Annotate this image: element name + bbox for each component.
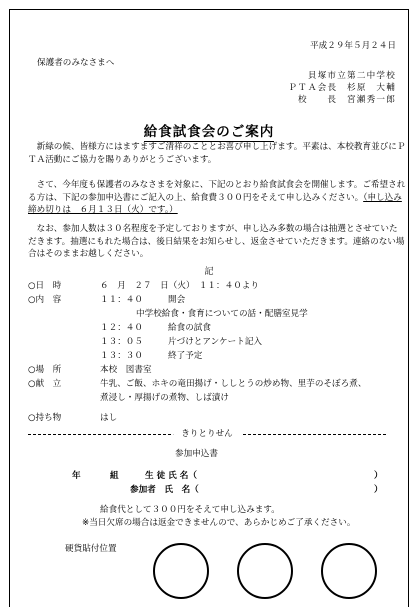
sender-block bbox=[288, 70, 396, 106]
datetime-value: ６ 月 ２７ 日（火） １１：４０より bbox=[100, 281, 259, 291]
program-item: 片づけとアンケート記入 bbox=[168, 337, 263, 347]
announcement-paragraph: さて、今年度も保護者のみなさまを対象に、下記のとおり給食試食会を開催します。ご希望される方は、下記の参加申込書にご記入の上、給食費３００円をそえて申し込みください。（申し込み締め切りは ６月１３日（火）です。） bbox=[28, 180, 406, 215]
document-title: 給食試食会のご案内 bbox=[143, 124, 275, 140]
absence-note: ※当日欠席の場合は返金できませんので、あらかじめご了承ください。 bbox=[82, 518, 356, 528]
fee-note: 給食代として３００円をそえて申し込みます。 bbox=[100, 505, 280, 515]
bring-value: はし bbox=[100, 413, 118, 423]
coin-circle bbox=[237, 543, 293, 599]
bring-label: ○持ち物 bbox=[28, 413, 62, 423]
participant-name-label: 参加者 氏 名（ bbox=[130, 485, 199, 495]
program-time: １１：４０ bbox=[100, 295, 143, 305]
letter-date: 平成２９年５月２４日 bbox=[310, 41, 396, 51]
sender-school: 貝塚市立第二中学校 bbox=[307, 71, 396, 81]
greeting-paragraph: 新緑の候、皆様方にはますますご清祥のこととお喜び申し上げます。平素は、本校教育並びにＰＴＡ活動にご協力を賜りありがとうございます。 bbox=[28, 142, 406, 165]
student-name-label: 生 徒 氏 名（ bbox=[145, 471, 197, 481]
program-item: 開会 bbox=[168, 295, 186, 305]
lottery-paragraph: なお、参加人数は３０名程度を予定しておりますが、申し込み多数の場合は抽選とさせていただきます。抽選にもれた場合は、後日結果をお知らせし、返金させていただきます。連絡のない場合はそのままお越しください。 bbox=[28, 224, 405, 259]
letter-recipient: 保護者のみなさまへ bbox=[37, 58, 115, 68]
program-time: １３：３０ bbox=[100, 351, 143, 361]
coin-circle bbox=[153, 543, 209, 599]
program-time: １３：０５ bbox=[100, 337, 143, 347]
deadline-text: （申し込み締め切りは ６月１３日（火）です。） bbox=[28, 192, 402, 215]
program-item: 給食の試食 bbox=[168, 323, 211, 333]
datetime-label: ○日 時 bbox=[28, 281, 62, 291]
ki-heading: 記 bbox=[204, 267, 214, 277]
sender-pta-chair: ＰＴＡ会長 杉原 大輔 bbox=[288, 83, 396, 93]
sender-principal: 校 長 宮瀬秀一郎 bbox=[298, 95, 396, 105]
coin-position-label: 硬貨貼付位置 bbox=[65, 544, 117, 554]
program-item: 終了予定 bbox=[168, 351, 203, 361]
coin-circle bbox=[321, 543, 377, 599]
document-page bbox=[9, 9, 409, 607]
application-form-title: 参加申込書 bbox=[175, 449, 218, 459]
place-label: ○場 所 bbox=[28, 365, 62, 375]
grade-label: 年 bbox=[72, 471, 81, 481]
content-label: ○内 容 bbox=[28, 295, 62, 305]
participant-name-close: ） bbox=[374, 485, 383, 495]
menu-line-2: 煮浸し・厚揚げの煮物、しば漬け bbox=[100, 393, 229, 403]
class-label: 組 bbox=[110, 471, 119, 481]
cut-line bbox=[28, 428, 386, 440]
student-name-close: ） bbox=[374, 471, 383, 481]
menu-line-1: 牛乳、ご飯、ホキの竜田揚げ・ししとうの炒め物、里芋のそぼろ煮、 bbox=[100, 379, 367, 389]
menu-label: ○献 立 bbox=[28, 379, 62, 389]
cut-line-label: きりとりせん bbox=[173, 428, 241, 440]
program-time: １２：４０ bbox=[100, 323, 143, 333]
program-item: 中学校給食・食育についての話・配膳室見学 bbox=[136, 309, 308, 319]
place-value: 本校 図書室 bbox=[100, 365, 152, 375]
